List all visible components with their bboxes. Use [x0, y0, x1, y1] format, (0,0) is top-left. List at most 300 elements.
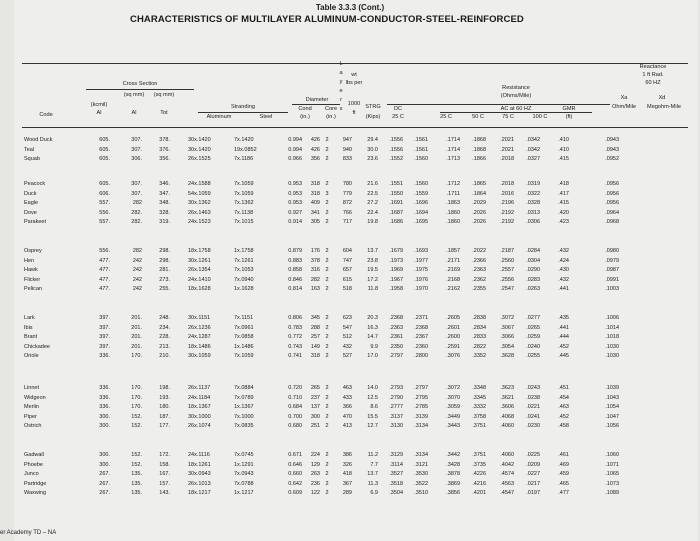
- table-cell: 7x.1151: [234, 315, 254, 321]
- table-cell: 158.: [159, 461, 170, 468]
- table-cell: .4574: [500, 471, 514, 478]
- table-cell: 26x.1354: [188, 267, 211, 274]
- table-cell: .0342: [526, 146, 540, 153]
- table-cell: 30x.1261: [188, 257, 211, 264]
- table-cell: .4563: [500, 480, 514, 487]
- table-title: Table 3.3.3 (Cont.): [315, 3, 385, 12]
- table-cell: .0238: [526, 394, 540, 401]
- table-cell: 0.660: [288, 471, 302, 478]
- col-header-dc-25c: 25 C: [392, 114, 404, 120]
- table-cell: .1556: [389, 146, 403, 153]
- table-cell: 2: [325, 394, 329, 401]
- table-cell: .2026: [472, 219, 486, 226]
- table-cell: 356.: [159, 156, 170, 163]
- table-cell: 26x.1074: [188, 423, 211, 430]
- table-cell: 242: [132, 276, 142, 283]
- table-cell: .3139: [414, 413, 428, 420]
- table-cell: .1712: [446, 181, 460, 187]
- table-cell: .4068: [500, 413, 514, 420]
- table-cell: .3072: [500, 315, 514, 321]
- table-cell: 477.: [99, 257, 110, 264]
- table-cell: .2556: [500, 276, 514, 283]
- table-cell: 172.: [159, 452, 170, 458]
- table-cell: 0.743: [288, 343, 302, 350]
- table-cell: .2018: [500, 181, 514, 187]
- table-cell: .3606: [500, 404, 514, 411]
- table-cell: .3070: [446, 394, 460, 401]
- table-cell: 470: [342, 413, 352, 420]
- table-cell: .415: [558, 200, 569, 207]
- table-cell: 0.741: [288, 353, 302, 360]
- table-cell: .0259: [526, 334, 540, 341]
- table-cell: .1691: [389, 200, 403, 207]
- table-cell: .2192: [500, 219, 514, 226]
- table-cell: 201.: [131, 334, 142, 341]
- table-cell: .1713: [446, 156, 460, 163]
- table-cell: 30x.1059: [188, 353, 211, 360]
- table-cell: .1060: [605, 452, 619, 458]
- table-cell: .2016: [500, 190, 514, 197]
- table-cell: .1958: [389, 286, 403, 293]
- table-cell: 27.2: [367, 200, 378, 207]
- table-cell: .0319: [526, 181, 540, 187]
- table-cell: 615: [342, 276, 352, 283]
- table-cell: .432: [558, 276, 569, 283]
- table-cell: 129: [310, 461, 320, 468]
- table-cell: 170.: [131, 385, 142, 391]
- table-cell: 432: [342, 343, 352, 350]
- table-cell: .1073: [605, 480, 619, 487]
- table-cell: 201.: [131, 315, 142, 321]
- table-cell: 0.772: [288, 334, 302, 341]
- table-cell: .2790: [389, 394, 403, 401]
- table-cell: .1973: [389, 257, 403, 264]
- table-cell: .3059: [446, 404, 460, 411]
- table-cell: .1977: [414, 257, 428, 264]
- table-cell: 318: [310, 181, 320, 187]
- table-cell: 346.: [159, 181, 170, 187]
- table-cell: 2: [325, 480, 329, 487]
- table-cell: .1864: [472, 190, 486, 197]
- table-cell: 397.: [99, 324, 110, 331]
- table-cell: 149: [310, 343, 320, 350]
- table-cell: 1x.1758: [234, 248, 254, 254]
- table-cell: 947: [342, 137, 352, 143]
- col-header-core-unit: (in.): [326, 114, 336, 120]
- table-cell: .1693: [414, 248, 428, 254]
- table-cell: 557.: [99, 219, 110, 226]
- table-cell: 2: [325, 209, 329, 216]
- conductor-code: Duck: [24, 190, 37, 197]
- table-cell: 512: [342, 334, 352, 341]
- table-cell: 328.: [159, 209, 170, 216]
- table-cell: 170.: [131, 394, 142, 401]
- table-cell: .3428: [446, 461, 460, 468]
- table-cell: 242: [132, 257, 142, 264]
- table-cell: .1714: [446, 137, 460, 143]
- table-cell: 7x.0943: [234, 471, 254, 478]
- table-cell: 347.: [159, 190, 170, 197]
- table-cell: .2171: [446, 257, 460, 264]
- col-header-cond: Cond: [298, 106, 312, 112]
- conductor-code: Piper: [24, 413, 37, 420]
- col-header-kips: (Kips): [365, 114, 381, 120]
- table-cell: 336.: [99, 385, 110, 391]
- table-cell: 13.7: [367, 248, 378, 254]
- table-cell: .2591: [446, 343, 460, 350]
- conductor-code: Chickadee: [24, 343, 50, 350]
- table-cell: 177.: [159, 423, 170, 430]
- table-cell: 2: [325, 219, 329, 226]
- table-cell: .0979: [605, 257, 619, 264]
- table-cell: .430: [558, 267, 569, 274]
- table-cell: 18x.1486: [188, 343, 211, 350]
- conductor-code: Partridge: [24, 480, 47, 487]
- table-cell: .1559: [414, 190, 428, 197]
- table-cell: 267.: [99, 490, 110, 497]
- table-cell: 326: [342, 461, 352, 468]
- table-cell: 318: [310, 353, 320, 360]
- table-cell: .420: [558, 209, 569, 216]
- table-cell: 15.5: [367, 413, 378, 420]
- table-cell: 7x.0789: [234, 394, 254, 401]
- table-cell: 11.2: [367, 452, 378, 458]
- table-cell: 1x.1367: [234, 404, 254, 411]
- col-header-strg: STRG: [365, 104, 381, 110]
- table-cell: 409: [310, 200, 320, 207]
- table-cell: 288: [310, 324, 320, 331]
- table-cell: .4226: [472, 471, 486, 478]
- table-cell: .1868: [472, 146, 486, 153]
- table-cell: 26x.1236: [188, 324, 211, 331]
- table-cell: 318: [310, 190, 320, 197]
- table-cell: 604: [342, 248, 352, 254]
- table-cell: 18x.1217: [188, 490, 211, 497]
- table-cell: .459: [558, 471, 569, 478]
- col-header-ac-50c: 50 C: [472, 114, 484, 120]
- table-cell: .1970: [414, 286, 428, 293]
- resistance-rule: [387, 104, 610, 105]
- conductor-code: Waxwing: [24, 490, 47, 497]
- table-cell: .3076: [446, 353, 460, 360]
- col-header-sqmm-al: (sq mm): [123, 92, 145, 98]
- table-cell: 18x.1261: [188, 461, 211, 468]
- table-cell: .1860: [446, 209, 460, 216]
- table-cell: 187.: [159, 413, 170, 420]
- table-cell: .1552: [389, 156, 403, 163]
- col-header-diameter: Diameter: [305, 97, 329, 103]
- col-header-reactance: Reactance: [639, 64, 667, 70]
- table-cell: .1863: [446, 200, 460, 207]
- table-cell: .461: [558, 452, 569, 458]
- table-cell: .3527: [389, 471, 403, 478]
- table-cell: 376.: [159, 146, 170, 153]
- table-cell: .2168: [446, 276, 460, 283]
- table-cell: 7x.1053: [234, 267, 254, 274]
- ac-rule: [440, 112, 592, 113]
- table-cell: .2021: [500, 146, 514, 153]
- table-cell: 605.: [99, 181, 110, 187]
- conductor-code: Pelican: [24, 286, 43, 293]
- table-cell: .2187: [500, 248, 514, 254]
- table-cell: .3114: [389, 461, 403, 468]
- table-cell: 267.: [99, 471, 110, 478]
- col-header-dc: DC: [393, 106, 403, 112]
- table-cell: 265: [310, 385, 320, 391]
- table-cell: 0.858: [288, 267, 302, 274]
- table-cell: .1550: [389, 190, 403, 197]
- table-cell: 143.: [159, 490, 170, 497]
- table-cell: 224: [310, 452, 320, 458]
- conductor-code: Brant: [24, 334, 38, 341]
- table-cell: 267.: [99, 480, 110, 487]
- table-cell: 0.953: [288, 190, 302, 197]
- table-cell: .3623: [500, 385, 514, 391]
- table-cell: 0.806: [288, 315, 302, 321]
- table-cell: 282: [132, 248, 142, 254]
- col-header-al: Al: [131, 110, 137, 116]
- table-cell: .441: [558, 286, 569, 293]
- table-cell: 2: [325, 286, 329, 293]
- table-cell: .418: [558, 181, 569, 187]
- table-cell: 2: [325, 343, 329, 350]
- table-cell: .458: [558, 423, 569, 430]
- table-cell: .3134: [414, 452, 428, 458]
- table-cell: 17.0: [367, 353, 378, 360]
- table-cell: 201.: [131, 343, 142, 350]
- table-cell: 170.: [131, 353, 142, 360]
- table-cell: .1969: [389, 267, 403, 274]
- table-cell: .0225: [526, 452, 540, 458]
- table-cell: 300.: [99, 461, 110, 468]
- table-cell: .465: [558, 480, 569, 487]
- table-cell: 605.: [99, 156, 110, 163]
- table-cell: 2: [325, 181, 329, 187]
- table-cell: 463: [342, 385, 352, 391]
- table-cell: .0240: [526, 343, 540, 350]
- table-cell: 2: [325, 385, 329, 391]
- table-cell: 242: [132, 286, 142, 293]
- table-cell: 397.: [99, 334, 110, 341]
- table-cell: .3348: [472, 385, 486, 391]
- table-cell: .0304: [526, 257, 540, 264]
- table-cell: .452: [558, 413, 569, 420]
- col-header-ac-75c: 75 C: [502, 114, 514, 120]
- table-cell: 30x.1151: [188, 315, 211, 321]
- conductor-code: Lark: [24, 315, 35, 321]
- table-cell: 2: [325, 200, 329, 207]
- table-cell: 242: [132, 267, 142, 274]
- table-cell: .2822: [472, 343, 486, 350]
- table-cell: .0217: [526, 480, 540, 487]
- table-cell: 747: [342, 257, 352, 264]
- table-cell: 7x.1420: [234, 137, 254, 143]
- table-cell: .0943: [605, 146, 619, 153]
- table-cell: .2363: [389, 324, 403, 331]
- table-cell: .4547: [500, 490, 514, 497]
- table-cell: 0.814: [288, 286, 302, 293]
- table-cell: 397.: [99, 343, 110, 350]
- footer-source: er Academy TD – NA: [0, 530, 57, 536]
- table-cell: 7x.0835: [234, 423, 254, 430]
- table-cell: .435: [558, 315, 569, 321]
- table-cell: .1686: [389, 219, 403, 226]
- table-cell: 0.783: [288, 324, 302, 331]
- table-cell: 251: [310, 423, 320, 430]
- conductor-code: Osprey: [24, 248, 42, 254]
- table-cell: 24x.1588: [188, 181, 211, 187]
- table-cell: 152.: [131, 461, 142, 468]
- table-cell: 0.927: [288, 209, 302, 216]
- col-header-steel: Steel: [259, 114, 273, 120]
- table-cell: 606.: [99, 190, 110, 197]
- header-bottom-rule: [22, 127, 688, 128]
- table-cell: 30x.0943: [188, 471, 211, 478]
- table-cell: .0284: [526, 248, 540, 254]
- col-header-wt: wt: [351, 72, 357, 78]
- table-cell: .1687: [389, 209, 403, 216]
- conductor-code: Squab: [24, 156, 40, 163]
- col-header-xa: Xa: [620, 95, 628, 101]
- table-cell: .3129: [389, 452, 403, 458]
- table-cell: .2363: [472, 267, 486, 274]
- table-cell: .2557: [500, 267, 514, 274]
- table-cell: .3442: [446, 452, 460, 458]
- table-cell: 2: [325, 324, 329, 331]
- col-header-stranding: Stranding: [231, 104, 255, 110]
- table-cell: 18x.1628: [188, 286, 211, 293]
- table-cell: 2: [325, 248, 329, 254]
- table-cell: 0.879: [288, 248, 302, 254]
- table-cell: 307.: [131, 137, 142, 143]
- table-cell: .2192: [500, 209, 514, 216]
- table-cell: .0956: [605, 200, 619, 207]
- table-cell: .0991: [605, 276, 619, 283]
- table-cell: 833: [342, 156, 352, 163]
- table-cell: .0964: [605, 209, 619, 216]
- table-cell: .3869: [446, 480, 460, 487]
- table-subtitle: CHARACTERISTICS OF MULTILAYER ALUMINUM-CONDUCTOR-STEEL-REINFORCED: [130, 14, 524, 25]
- table-cell: 9.9: [370, 343, 378, 350]
- table-cell: 0.720: [288, 385, 302, 391]
- table-cell: 300.: [99, 452, 110, 458]
- table-cell: .2367: [414, 334, 428, 341]
- table-cell: 7x.1000: [234, 413, 254, 420]
- table-cell: 237: [310, 394, 320, 401]
- table-cell: 273.: [159, 276, 170, 283]
- table-cell: .2795: [414, 394, 428, 401]
- table-cell: 307.: [131, 181, 142, 187]
- conductor-code: Phoebe: [24, 461, 43, 468]
- col-header-ft: ft: [352, 110, 356, 116]
- table-cell: .1868: [472, 137, 486, 143]
- table-cell: 547: [342, 324, 352, 331]
- table-cell: 7x.1138: [234, 209, 254, 216]
- table-cell: 11.3: [367, 480, 378, 487]
- col-header-ac-25c: 25 C: [440, 114, 452, 120]
- table-cell: .1975: [414, 267, 428, 274]
- col-header-reactance-hz: 60 HZ: [645, 80, 661, 86]
- table-cell: .2834: [472, 324, 486, 331]
- table-cell: .0956: [605, 190, 619, 197]
- table-cell: 556.: [99, 209, 110, 216]
- table-cell: .0956: [605, 181, 619, 187]
- table-cell: .1047: [605, 413, 619, 420]
- cross-section-rule: [86, 89, 194, 90]
- table-cell: 176: [310, 248, 320, 254]
- table-cell: .0230: [526, 423, 540, 430]
- table-cell: .452: [558, 343, 569, 350]
- table-cell: .3856: [446, 490, 460, 497]
- table-cell: .3072: [446, 385, 460, 391]
- conductor-code: Wood Duck: [24, 137, 53, 143]
- table-cell: .0243: [526, 385, 540, 391]
- table-cell: .3735: [472, 461, 486, 468]
- table-cell: 2: [325, 315, 329, 321]
- col-header-aluminum: Aluminum: [206, 114, 232, 120]
- table-cell: .4060: [500, 452, 514, 458]
- conductor-code: Hen: [24, 257, 35, 264]
- table-cell: 605.: [99, 137, 110, 143]
- table-cell: .445: [558, 353, 569, 360]
- conductor-code: Ostrich: [24, 423, 42, 430]
- table-cell: 180.: [159, 404, 170, 411]
- table-cell: 12.7: [367, 423, 378, 430]
- table-cell: 0.914: [288, 219, 302, 226]
- table-cell: 135.: [131, 480, 142, 487]
- table-cell: 21.6: [367, 181, 378, 187]
- table-cell: .1560: [414, 181, 428, 187]
- table-cell: .1694: [414, 209, 428, 216]
- table-cell: .4216: [472, 480, 486, 487]
- table-cell: 300.: [99, 413, 110, 420]
- col-header-tot: Tot: [160, 110, 168, 116]
- table-cell: .0265: [526, 324, 540, 331]
- table-cell: .1866: [472, 156, 486, 163]
- table-cell: 0.966: [288, 156, 302, 163]
- table-cell: .2560: [500, 257, 514, 264]
- table-cell: .1054: [605, 404, 619, 411]
- table-cell: .1043: [605, 394, 619, 401]
- col-header-ac-60hz: AC at 60 HZ: [500, 106, 532, 112]
- table-cell: .2785: [414, 404, 428, 411]
- table-cell: 557.: [99, 200, 110, 207]
- table-cell: .0342: [526, 137, 540, 143]
- table-cell: 29.4: [367, 137, 378, 143]
- table-cell: 366: [342, 404, 352, 411]
- table-cell: 289: [342, 490, 352, 497]
- table-cell: .441: [558, 324, 569, 331]
- table-cell: 14.0: [367, 385, 378, 391]
- table-cell: 122: [310, 490, 320, 497]
- table-cell: 336.: [99, 404, 110, 411]
- table-cell: 24x.1410: [188, 276, 211, 283]
- table-cell: .1560: [414, 156, 428, 163]
- table-cell: 234.: [159, 324, 170, 331]
- table-cell: .0987: [605, 267, 619, 274]
- table-cell: .2018: [500, 156, 514, 163]
- col-header-gmr-unit: (ft): [565, 114, 573, 120]
- conductor-code: Linnet: [24, 385, 39, 391]
- table-cell: 0.883: [288, 257, 302, 264]
- table-cell: .1071: [605, 461, 619, 468]
- table-cell: .3621: [500, 394, 514, 401]
- table-cell: .444: [558, 334, 569, 341]
- table-cell: 306.: [131, 156, 142, 163]
- table-cell: 2: [325, 276, 329, 283]
- table-cell: .3054: [500, 343, 514, 350]
- col-header-kcmil: (kcmil): [90, 102, 108, 108]
